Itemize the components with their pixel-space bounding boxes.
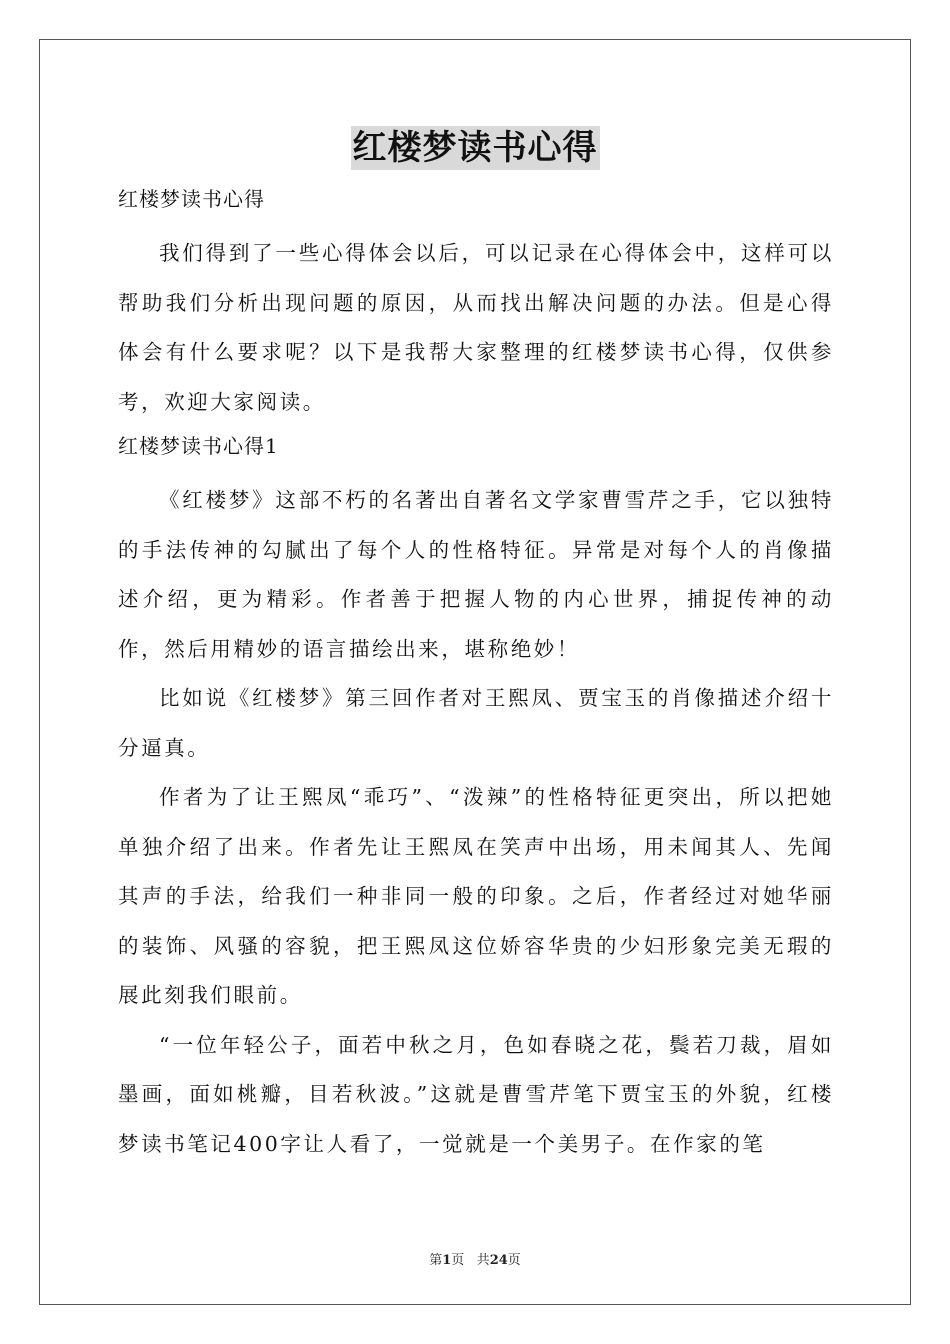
section1-paragraph-2: 比如说《红楼梦》第三回作者对王熙凤、贾宝玉的肖像描述介绍十分逼真。 xyxy=(118,686,834,760)
document-title: 红楼梦读书心得 xyxy=(352,128,598,168)
total-pages: 24 xyxy=(489,1253,508,1268)
total-suffix: 页 xyxy=(507,1253,521,1268)
page-number: 1 xyxy=(442,1253,452,1268)
title-container xyxy=(0,126,950,170)
total-prefix: 共 xyxy=(476,1253,490,1268)
section-heading-1: 红楼梦读书心得1 xyxy=(118,434,279,458)
document-subtitle: 红楼梦读书心得 xyxy=(118,187,265,211)
page-suffix: 页 xyxy=(451,1253,465,1268)
section1-paragraph-1: 《红楼梦》这部不朽的名著出自著名文学家曹雪芹之手，它以独特的手法传神的勾腻出了每个人的性格特征。异常是对每个人的肖像描述介绍，更为精彩。作者善于把握人物的内心世界，捕捉传神的动作，然后用精妙的语言描绘出来，堪称绝妙！ xyxy=(118,488,834,661)
document-body xyxy=(118,180,834,1169)
intro-paragraph: 我们得到了一些心得体会以后，可以记录在心得体会中，这样可以帮助我们分析出现问题的原因，从而找出解决问题的办法。但是心得体会有什么要求呢？以下是我帮大家整理的红楼梦读书心得，仅供参考，欢迎大家阅读。 xyxy=(118,241,834,414)
section1-paragraph-4: “一位年轻公子，面若中秋之月，色如春晓之花，鬓若刀裁，眉如墨画，面如桃瓣，目若秋波。”这就是曹雪芹笔下贾宝玉的外貌，红楼梦读书笔记400字让人看了，一觉就是一个美男子。在作家的笔 xyxy=(118,1032,834,1156)
section1-paragraph-3: 作者为了让王熙凤“乖巧”、“泼辣”的性格特征更突出，所以把她单独介绍了出来。作者先让王熙凤在笑声中出场，用未闻其人、先闻其声的手法，给我们一种非同一般的印象。之后，作者经过对她华丽的装饰、风骚的容貌，把王熙凤这位娇容华贵的少妇形象完美无瑕的展此刻我们眼前。 xyxy=(118,785,834,1007)
page-prefix: 第 xyxy=(429,1253,443,1268)
page-footer xyxy=(0,1249,950,1268)
